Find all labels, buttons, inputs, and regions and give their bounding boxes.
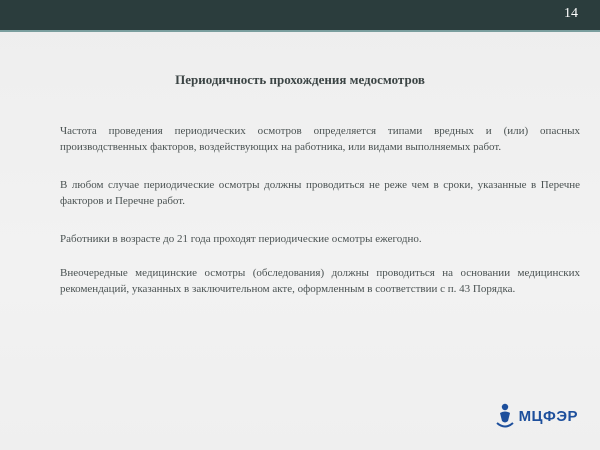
header-divider — [0, 30, 600, 32]
paragraph-under-21: Работники в возрасте до 21 года проходят периодические осмотры ежегодно. — [60, 233, 422, 245]
paragraph-extraordinary: Внеочередные медицинские осмотры (обследования) должны проводиться на основании медицинских рекомендаций, указанных в заключительном акте, оформленным в соответствии с п. 43 Порядка. — [60, 267, 580, 295]
header-band — [0, 0, 600, 30]
company-logo — [494, 403, 578, 429]
person-figure-icon — [494, 403, 516, 429]
logo-text: МЦФЭР — [518, 407, 578, 425]
slide-body — [60, 123, 580, 319]
paragraph-frequency: Частота проведения периодических осмотров определяется типами вредных и (или) опасных производственных факторов, воздействующих на работника, или видами выполняемых работ. — [60, 125, 580, 153]
slide-title: Периодичность прохождения медосмотров — [175, 72, 425, 87]
paragraph-minimum-terms: В любом случае периодические осмотры должны проводиться не реже чем в сроки, указанные в Перечне факторов и Перечне работ. — [60, 179, 580, 207]
page-number: 14 — [564, 6, 578, 21]
